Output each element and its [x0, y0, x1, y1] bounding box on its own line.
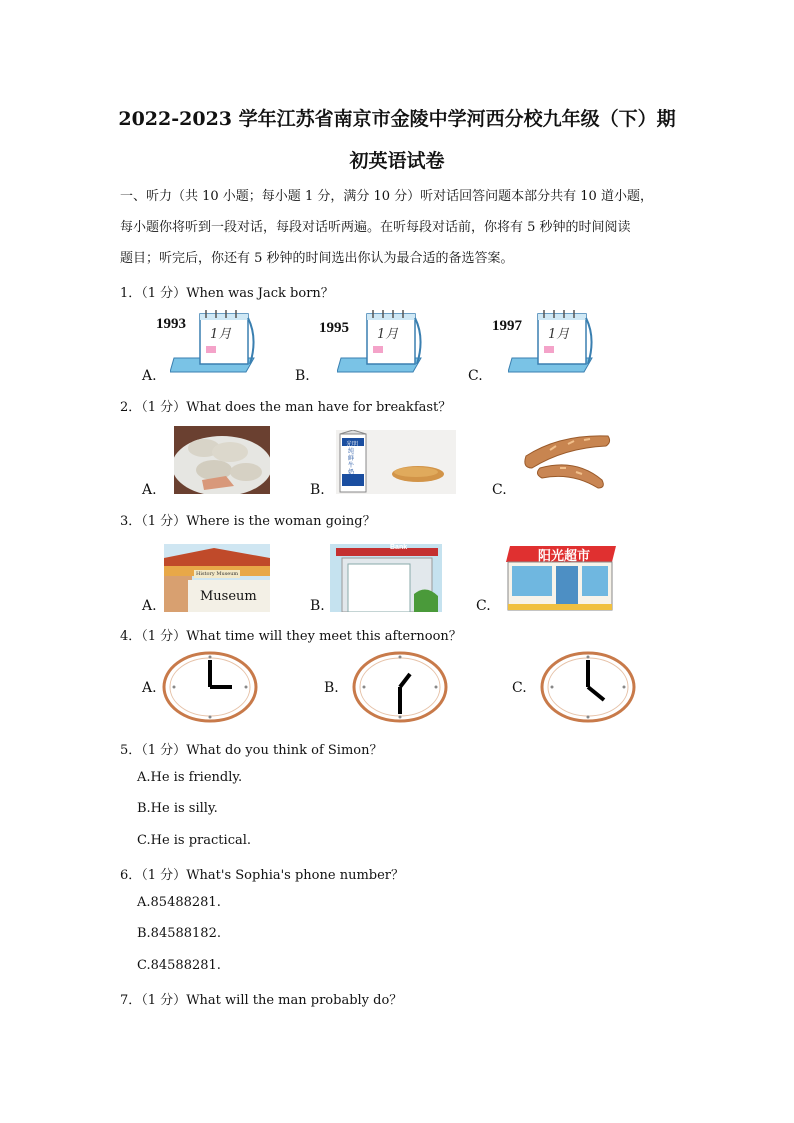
question-5: [120, 739, 382, 758]
option-5a[interactable]: A.He is friendly.: [137, 770, 243, 785]
question-number: 7．: [120, 993, 142, 1008]
option-label: C.: [476, 598, 491, 614]
option-6a[interactable]: A.85488281.: [137, 895, 221, 910]
option-1a[interactable]: [140, 306, 260, 384]
option-label: B.: [324, 680, 339, 696]
question-score: （1 分）: [141, 286, 187, 301]
question-7: [120, 989, 402, 1008]
clock-icon: [160, 650, 260, 725]
museum-sign: History Museum: [196, 571, 239, 577]
option-5b[interactable]: B.He is silly.: [137, 801, 218, 816]
option-4a[interactable]: [140, 650, 260, 725]
calendar-icon: [337, 308, 425, 378]
question-number: 2．: [120, 400, 142, 415]
question-number: 3．: [120, 514, 142, 529]
question-score: （1 分）: [141, 868, 187, 883]
option-6c[interactable]: C.84588281.: [137, 958, 221, 973]
option-label: C.: [492, 482, 507, 498]
option-2c[interactable]: [490, 424, 620, 499]
question-number: 4．: [120, 629, 142, 644]
milk-brand: 光明: [346, 441, 359, 448]
calendar-month: 1月: [377, 327, 399, 342]
question-6: [120, 864, 404, 883]
question-score: （1 分）: [141, 514, 187, 529]
question-score: （1 分）: [141, 993, 187, 1008]
baguettes-image: [520, 428, 616, 494]
calendar-year: 1993: [156, 316, 186, 332]
option-label: B.: [310, 482, 325, 498]
option-label: A.: [142, 368, 157, 384]
question-1: [120, 282, 334, 301]
question-2: [120, 396, 451, 415]
option-label: A.: [142, 680, 157, 696]
option-5c[interactable]: C.He is practical.: [137, 833, 252, 848]
question-text: When was Jack born？: [186, 286, 334, 301]
section-line-3: 题目；听完后，你还有 5 秒钟的时间选出你认为最合适的备选答案。: [120, 251, 514, 266]
option-3b[interactable]: [308, 540, 448, 615]
option-4c[interactable]: [510, 650, 640, 725]
question-score: （1 分）: [141, 743, 187, 758]
calendar-year: 1997: [492, 318, 522, 334]
option-label: A.: [142, 598, 157, 614]
milk-text: 纯鲜牛奶: [348, 448, 355, 476]
supermarket-sign: 阳光超市: [538, 549, 591, 564]
option-6b[interactable]: B.84588182.: [137, 926, 221, 941]
page-title-line1: 2022-2023 学年江苏省南京市金陵中学河西分校九年级（下）期: [118, 108, 676, 130]
clock-icon: [350, 650, 450, 725]
option-1c[interactable]: [468, 306, 598, 384]
section-line-1: 一、听力（共 10 小题；每小题 1 分，满分 10 分）听对话回答问题本部分共有 10 道小题，: [120, 189, 653, 204]
clock-icon: [538, 650, 638, 725]
section-instructions: [120, 181, 680, 274]
question-number: 6．: [120, 868, 142, 883]
bank-image: [330, 544, 442, 612]
question-text: What will the man probably do？: [186, 993, 403, 1008]
question-text: Where is the woman going？: [186, 514, 376, 529]
option-label: A.: [142, 482, 157, 498]
option-label: C.: [468, 368, 483, 384]
question-text: What time will they meet this afternoon？: [186, 629, 462, 644]
question-score: （1 分）: [141, 400, 187, 415]
question-4: [120, 625, 462, 644]
calendar-month: 1月: [548, 327, 570, 342]
option-2b[interactable]: [308, 424, 458, 499]
dumplings-image: [174, 426, 270, 494]
calendar-month: 1月: [210, 327, 232, 342]
question-score: （1 分）: [141, 629, 187, 644]
calendar-icon: [170, 308, 258, 378]
section-line-2: 每小题你将听到一段对话，每段对话听两遍。在听每段对话前，你将有 5 秒钟的时间阅读: [120, 220, 631, 235]
question-text: What does the man have for breakfast？: [186, 400, 452, 415]
question-text: What's Sophia's phone number？: [186, 868, 405, 883]
page-title-line2: 初英语试卷: [349, 150, 445, 172]
option-label: B.: [295, 368, 310, 384]
question-number: 1．: [120, 286, 142, 301]
option-label: B.: [310, 598, 325, 614]
museum-caption: Museum: [200, 589, 257, 604]
bank-sign: Bank: [390, 544, 408, 551]
option-label: C.: [512, 680, 527, 696]
option-3c[interactable]: [474, 540, 624, 615]
question-text: What do you think of Simon？: [186, 743, 383, 758]
question-number: 5．: [120, 743, 142, 758]
option-4b[interactable]: [322, 650, 452, 725]
option-2a[interactable]: [140, 424, 275, 499]
calendar-icon: [508, 308, 596, 378]
option-3a[interactable]: [140, 540, 275, 615]
option-1b[interactable]: [295, 306, 425, 384]
calendar-year: 1995: [319, 320, 349, 336]
question-3: [120, 510, 376, 529]
